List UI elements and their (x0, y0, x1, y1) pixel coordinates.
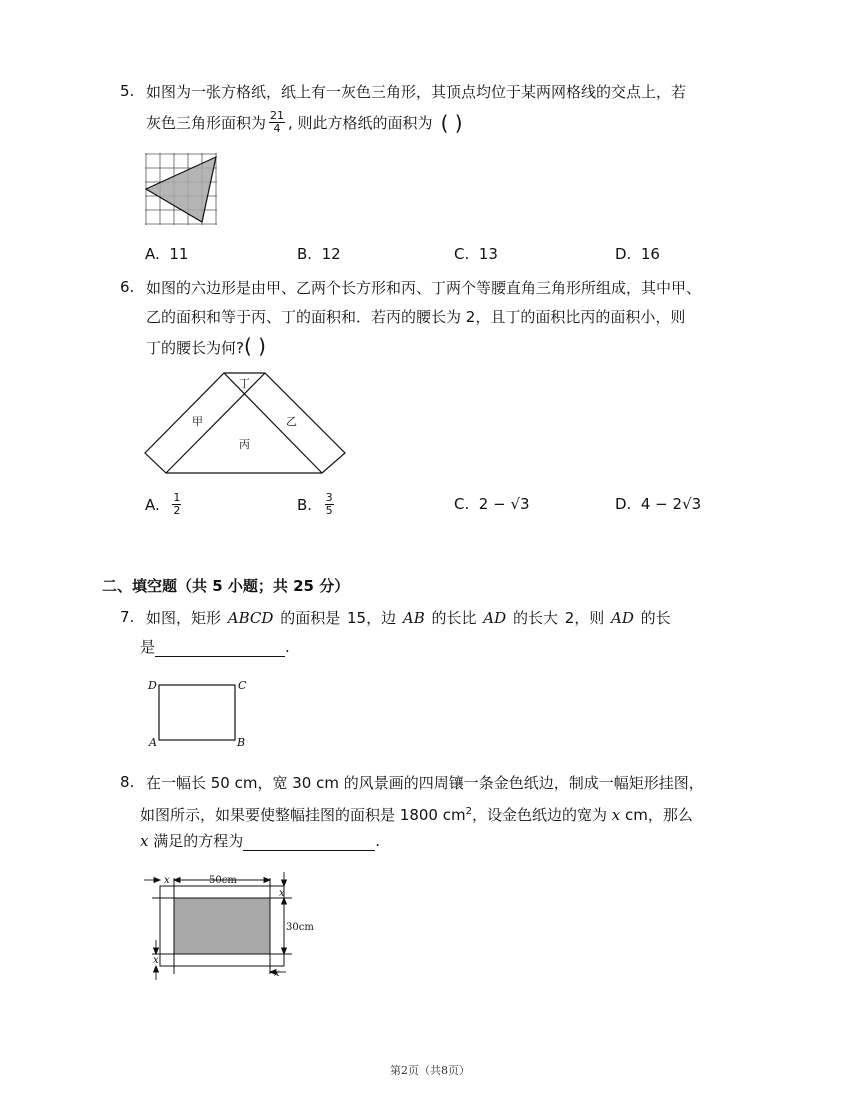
q6-choice-b-fraction (325, 492, 334, 517)
choice-label: B. (297, 245, 313, 263)
q7-text: 的面积是 15，边 (280, 609, 397, 627)
q7-text: 的长比 (431, 609, 477, 627)
choice-value: 13 (478, 245, 498, 263)
q8-line3 (140, 831, 380, 851)
q8-text: 如图所示，如果要使整幅挂图的面积是 1800 cm (140, 806, 466, 824)
q6-choice-a[interactable] (145, 492, 184, 517)
q6-number: 6. (120, 278, 135, 296)
q5-line1: 如图为一张方格纸，纸上有一灰色三角形，其顶点均位于某两网格线的交点上，若 (146, 83, 687, 101)
q5-line2-a: 灰色三角形面积为 (146, 113, 267, 132)
q6-line3 (146, 336, 266, 358)
frac-den: 5 (325, 504, 333, 517)
q6-label-bing: 丙 (239, 438, 250, 451)
q6-choice-d[interactable] (615, 494, 701, 514)
page-footer: 第2页（共8页） (390, 1064, 470, 1077)
q5-fraction (269, 110, 285, 135)
choice-label: A. (145, 245, 160, 263)
choice-value: 16 (640, 245, 660, 263)
choice-value: 2 − √3 (478, 495, 530, 513)
q7-period: . (285, 638, 290, 656)
choice-label: C. (454, 245, 470, 263)
q8-painting (174, 898, 270, 954)
q6-line3-text: 丁的腰长为何? (146, 339, 244, 357)
choice-value: 12 (321, 245, 341, 263)
q5-frac-den: 4 (273, 122, 281, 135)
q8-text: 满足的方程为 (153, 832, 244, 850)
q8-text: ，设金色纸边的宽为 (471, 806, 607, 824)
choice-label: B. (297, 495, 313, 514)
q7-text: 的长 (640, 609, 671, 627)
q8-math-x: x (140, 832, 149, 850)
q5-choice-b[interactable] (297, 244, 341, 264)
choice-label: D. (615, 245, 632, 263)
q7-label-B: B (237, 736, 246, 749)
choice-label: A. (145, 495, 160, 514)
q8-label-width: 50cm (209, 875, 237, 886)
q5-answer-paren: ( ) (440, 110, 463, 135)
q8-line2 (140, 802, 693, 825)
section-title: 二、填空题（共 5 小题；共 25 分） (102, 577, 350, 595)
q5-choice-c[interactable] (454, 244, 498, 264)
q8-label-x-top: x (164, 875, 170, 886)
q8-label-x-right: x (279, 888, 285, 899)
q8-answer-blank[interactable] (243, 834, 375, 851)
q6-choice-a-fraction (172, 492, 181, 517)
q5-choice-a[interactable] (145, 244, 188, 264)
q7-text: 的长大 2，则 (512, 609, 605, 627)
q5-gray-triangle (146, 157, 216, 222)
q7-number: 7. (120, 608, 135, 626)
q5-number: 5. (120, 82, 135, 100)
q6-line1: 如图的六边形是由甲、乙两个长方形和丙、丁两个等腰直角三角形所组成，其中甲、 (146, 279, 702, 297)
q8-text: cm，那么 (625, 806, 693, 824)
choice-value: 4 − 2√3 (640, 495, 702, 513)
q6-hexagon-figure (140, 368, 350, 478)
q6-answer-paren: ( ) (243, 334, 266, 358)
q8-number: 8. (120, 773, 135, 791)
q7-math-abcd: ABCD (227, 609, 274, 627)
q7-label-D: D (148, 679, 157, 692)
frac-num: 3 (325, 491, 333, 504)
q7-label-A: A (149, 736, 157, 749)
q7-rectangle-figure (145, 675, 255, 750)
q8-line1: 在一幅长 50 cm，宽 30 cm 的风景画的四周镶一条金色纸边，制成一幅矩形挂图， (146, 774, 704, 792)
choice-value: 11 (169, 245, 189, 263)
q7-math-ad: AD (483, 609, 507, 627)
q6-label-yi: 乙 (286, 415, 297, 428)
q7-math-ab: AB (402, 609, 425, 627)
choice-label: D. (615, 495, 632, 513)
q7-text: 如图，矩形 (146, 609, 222, 627)
choice-label: C. (454, 495, 470, 513)
q6-choice-c[interactable] (454, 494, 530, 514)
q8-superscript: 2 (465, 806, 472, 817)
frac-num: 1 (173, 491, 181, 504)
q8-label-x-left: x (153, 955, 159, 966)
q7-line1 (146, 608, 671, 628)
q5-grid-figure (145, 153, 219, 225)
q5-choice-d[interactable] (615, 244, 660, 264)
q6-label-jia: 甲 (192, 415, 203, 428)
frac-den: 2 (173, 504, 181, 517)
q5-frac-num: 21 (270, 109, 285, 122)
q7-answer-blank[interactable] (155, 640, 285, 657)
q8-label-height: 30cm (286, 922, 314, 933)
q8-label-x-bottom: x (274, 968, 280, 979)
q7-math-ad: AD (611, 609, 634, 627)
q8-math-x: x (611, 806, 621, 824)
q7-line2 (140, 637, 290, 657)
q7-text: 是 (140, 638, 156, 656)
q5-line2 (146, 110, 463, 135)
q7-label-C: C (238, 679, 247, 692)
q8-frame-figure (142, 868, 322, 983)
q6-choice-b[interactable] (297, 492, 337, 517)
q8-period: . (375, 832, 381, 850)
q6-label-ding: 丁 (239, 377, 250, 390)
q6-line2: 乙的面积和等于丙、丁的面积和．若丙的腰长为 2，且丁的面积比丙的面积小，则 (146, 308, 686, 326)
q5-line2-b: , 则此方格纸的面积为 (288, 113, 433, 132)
